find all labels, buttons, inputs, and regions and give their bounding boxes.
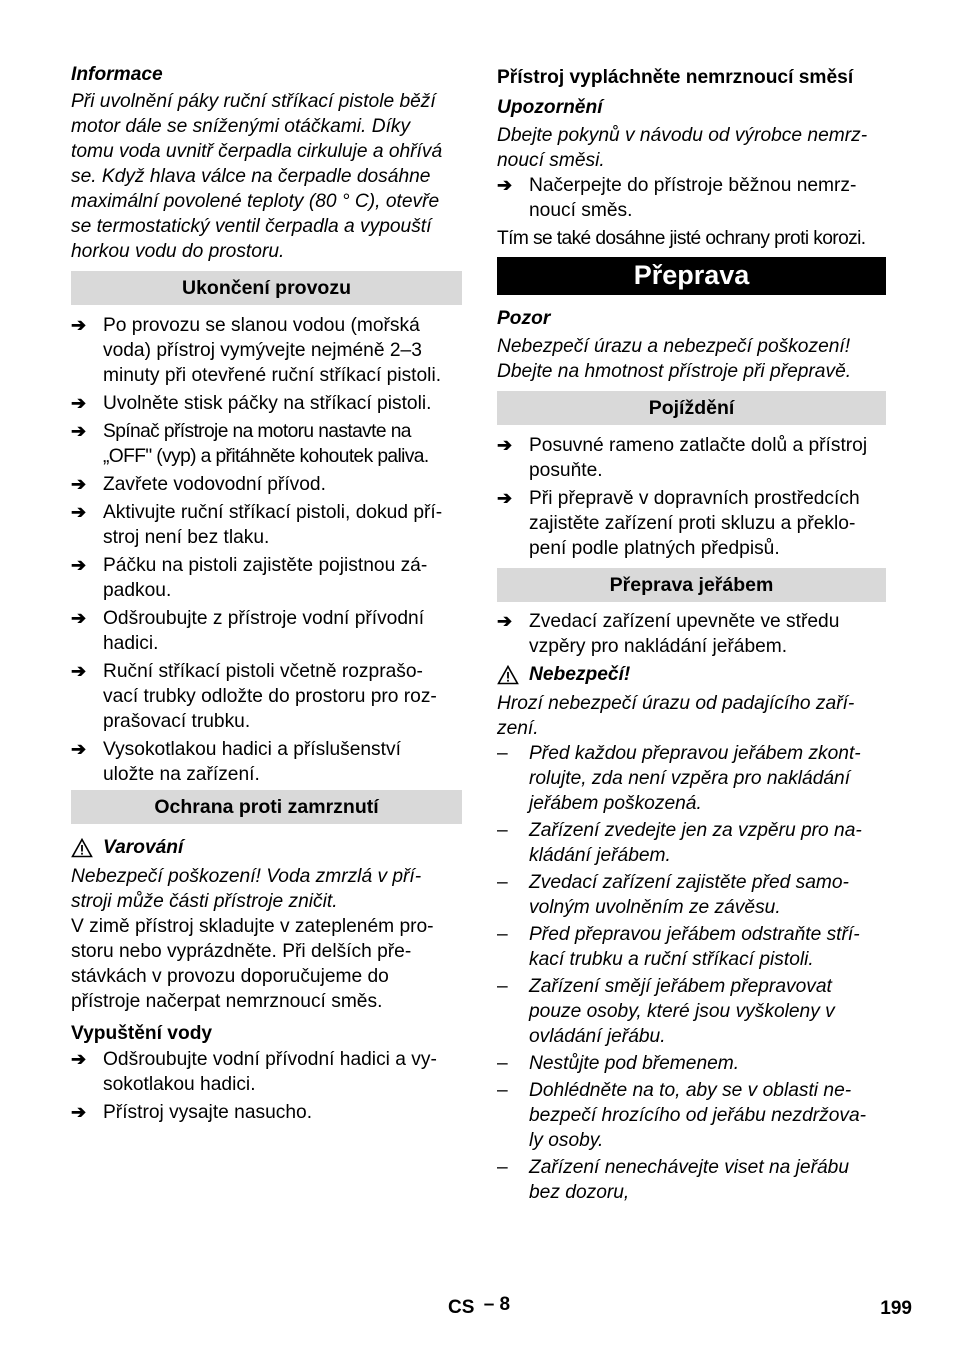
list-item-line: Aktivujte ruční stříkací pistoli, dokud pří- <box>103 502 443 523</box>
list-item-line: Zařízení smějí jeřábem přepravovat <box>529 976 832 997</box>
rolling-steps <box>497 433 886 561</box>
arrow-right-icon: ➔ <box>71 608 87 628</box>
text-line: se termostatický ventil čerpadla a vypouští <box>71 216 432 237</box>
list-item-line: zajistěte zařízení proti skluzu a překlo- <box>529 513 856 534</box>
list-item <box>71 472 462 497</box>
list-item <box>71 1100 462 1125</box>
flush-note: Tím se také dosáhne jisté ochrany proti korozi. <box>497 228 866 249</box>
list-item <box>497 974 886 1049</box>
text-line: noucí směsi. <box>497 150 605 171</box>
text-line: maximální povolené teploty (80 ° C), otevře <box>71 191 440 212</box>
dash-bullet-icon: – <box>497 743 508 764</box>
list-item-line: Odšroubujte z přístroje vodní přívodní <box>103 608 425 629</box>
list-item-line: Před každou přepravou jeřábem zkont- <box>529 743 861 764</box>
list-item-line: Uvolněte stisk páčky na stříkací pistoli. <box>103 393 432 414</box>
list-item-line: Dohlédněte na to, aby se v oblasti ne- <box>529 1080 852 1101</box>
list-item <box>497 1078 886 1153</box>
list-item-line: Vysokotlakou hadici a příslušenství <box>103 739 401 760</box>
list-item <box>497 870 886 920</box>
frost-warning-text: Varování <box>103 837 184 858</box>
flush-block <box>497 65 886 251</box>
list-item <box>71 1047 462 1097</box>
list-item <box>497 173 886 223</box>
flush-caution-lines <box>497 123 886 173</box>
list-item-line: Po provozu se slanou vodou (mořská <box>103 315 420 336</box>
list-item-line: Zvedací zařízení zajistěte před samo- <box>529 872 849 893</box>
list-item-line: posuňte. <box>529 460 603 481</box>
list-item-line: ovládání jeřábu. <box>529 1026 666 1047</box>
arrow-right-icon: ➔ <box>71 739 87 759</box>
arrow-right-icon: ➔ <box>71 474 87 494</box>
info-text <box>71 89 462 264</box>
list-item <box>71 659 462 734</box>
text-line: stroji může části přístroje zničit. <box>71 891 338 912</box>
text-line: horkou vodu do prostoru. <box>71 241 285 262</box>
drain-steps <box>71 1047 462 1125</box>
arrow-right-icon: ➔ <box>71 315 87 335</box>
list-item-line: uložte na zařízení. <box>103 764 260 785</box>
text-line: Dbejte pokynů v návodu od výrobce nemrz- <box>497 125 868 146</box>
text-line: storu nebo vyprázdněte. Při delších pře- <box>71 941 412 962</box>
crane-steps <box>497 609 886 659</box>
list-item-line: prašovací trubku. <box>103 711 251 732</box>
footer-language-section <box>448 1294 511 1319</box>
footer-section-page: – 8 <box>483 1294 511 1315</box>
arrow-right-icon: ➔ <box>497 488 513 508</box>
crane-danger-label <box>497 662 886 687</box>
list-item-line: Posuvné rameno zatlačte dolů a přístroj <box>529 435 868 456</box>
list-item <box>497 1155 886 1205</box>
transport-attention-label: Pozor <box>497 308 551 329</box>
list-item <box>71 419 462 469</box>
shutdown-steps <box>71 313 462 787</box>
arrow-right-icon: ➔ <box>71 555 87 575</box>
list-item <box>497 741 886 816</box>
list-item-line: jeřábem poškozená. <box>529 793 702 814</box>
section-heading-frost: Ochrana proti zamrznutí <box>71 790 462 824</box>
rolling-list-wrap <box>497 433 886 564</box>
text-line: se. Když hlava válce na čerpadle dosáhne <box>71 166 431 187</box>
dash-bullet-icon: – <box>497 976 508 997</box>
list-item-line: Načerpejte do přístroje běžnou nemrz- <box>529 175 857 196</box>
list-item-line: Přístroj vysajte nasucho. <box>103 1102 313 1123</box>
text-line: stávkách v provozu doporučujeme do <box>71 966 389 987</box>
arrow-right-icon: ➔ <box>497 611 513 631</box>
list-item-line: kládání jeřábem. <box>529 845 671 866</box>
list-item <box>71 500 462 550</box>
list-item-line: voda) přístroj vymývejte nejméně 2–3 <box>103 340 422 361</box>
transport-attention-block <box>497 306 886 384</box>
list-item-line: pení podle platných předpisů. <box>529 538 780 559</box>
list-item-line: Zařízení nenechávejte viset na jeřábu <box>529 1157 849 1178</box>
list-item <box>71 313 462 388</box>
list-item-line: bez dozoru, <box>529 1182 630 1203</box>
shutdown-list-wrap <box>71 313 462 790</box>
text-line: tomu voda uvnitř čerpadla cirkuluje a ohřívá <box>71 141 443 162</box>
text-line: Hrozí nebezpečí úrazu od padajícího zaří- <box>497 693 855 714</box>
drain-heading: Vypuštění vody <box>71 1023 213 1044</box>
transport-attention-lines <box>497 334 886 384</box>
warning-triangle-icon <box>497 665 519 685</box>
section-heading-shutdown: Ukončení provozu <box>71 271 462 305</box>
dash-bullet-icon: – <box>497 924 508 945</box>
crane-block <box>497 609 886 1207</box>
arrow-right-icon: ➔ <box>71 1102 87 1122</box>
list-item-line: stroj není bez tlaku. <box>103 527 270 548</box>
arrow-right-icon: ➔ <box>497 175 513 195</box>
list-item-line: pouze osoby, které jsou vyškoleny v <box>529 1001 835 1022</box>
footer-language-label: CS <box>448 1297 475 1318</box>
section-heading-rolling: Pojíždění <box>497 391 886 425</box>
text-line: Nebezpečí poškození! Voda zmrzlá v pří- <box>71 866 422 887</box>
list-item <box>71 553 462 603</box>
chapter-heading-transport: Přeprava <box>497 257 886 295</box>
list-item-line: rolujte, zda není vzpěra pro nakládání <box>529 768 851 789</box>
list-item-line: Odšroubujte vodní přívodní hadici a vy- <box>103 1049 437 1070</box>
list-item <box>497 818 886 868</box>
list-item <box>71 737 462 787</box>
crane-danger-lines <box>497 691 886 741</box>
arrow-right-icon: ➔ <box>497 435 513 455</box>
list-item <box>71 391 462 416</box>
arrow-right-icon: ➔ <box>71 393 87 413</box>
list-item <box>497 922 886 972</box>
text-line: zení. <box>497 718 539 739</box>
frost-warning-lines <box>71 864 462 914</box>
list-item-line: sokotlakou hadici. <box>103 1074 256 1095</box>
list-item-line: Před přepravou jeřábem odstraňte stří- <box>529 924 860 945</box>
crane-safety-rules <box>497 741 886 1205</box>
text-line: přístroje načerpat nemrznoucí směs. <box>71 991 383 1012</box>
info-block <box>71 62 462 264</box>
flush-caution-label: Upozornění <box>497 97 603 118</box>
arrow-right-icon: ➔ <box>71 421 86 441</box>
list-item-line: kací trubku a ruční stříkací pistoli. <box>529 949 814 970</box>
dash-bullet-icon: – <box>497 1157 508 1178</box>
list-item-line: minuty při otevřené ruční stříkací pistoli. <box>103 365 442 386</box>
text-line: Při uvolnění páky ruční stříkací pistole běží <box>71 91 436 112</box>
list-item-line: Zvedací zařízení upevněte ve středu <box>529 611 840 632</box>
dash-bullet-icon: – <box>497 820 508 841</box>
text-line: V zimě přístroj skladujte v zatepleném pro- <box>71 916 434 937</box>
list-item-line: volným uvolněním ze závěsu. <box>529 897 781 918</box>
text-line: Dbejte na hmotnost přístroje při přepravě. <box>497 361 852 382</box>
list-item-line: Nestůjte pod břemenem. <box>529 1053 740 1074</box>
flush-steps <box>497 173 886 223</box>
list-item-line: Ruční stříkací pistoli včetně rozprašo- <box>103 661 423 682</box>
dash-bullet-icon: – <box>497 1053 508 1074</box>
frost-warning-label <box>71 835 462 860</box>
list-item-line: „OFF" (vyp) a přitáhněte kohoutek paliva. <box>103 446 429 467</box>
warning-triangle-icon <box>71 838 93 858</box>
list-item-line: ly osoby. <box>529 1130 604 1151</box>
frost-block <box>71 835 462 1128</box>
page-number: 199 <box>880 1298 912 1319</box>
info-title: Informace <box>71 64 163 85</box>
list-item-line: Spínač přístroje na motoru nastavte na <box>103 421 411 442</box>
list-item-line: Páčku na pistoli zajistěte pojistnou zá- <box>103 555 428 576</box>
list-item <box>497 1051 886 1076</box>
dash-bullet-icon: – <box>497 872 508 893</box>
list-item-line: noucí směs. <box>529 200 633 221</box>
list-item <box>497 609 886 659</box>
list-item-line: Zavřete vodovodní přívod. <box>103 474 326 495</box>
list-item-line: bezpečí hrozícího od jeřábu nezdržova- <box>529 1105 867 1126</box>
flush-heading: Přístroj vypláchněte nemrznoucí směsí <box>497 67 854 88</box>
section-heading-crane: Přeprava jeřábem <box>497 568 886 602</box>
list-item <box>497 486 886 561</box>
text-line: motor dále se sníženými otáčkami. Díky <box>71 116 411 137</box>
list-item-line: vací trubky odložte do prostoru pro roz- <box>103 686 437 707</box>
list-item-line: hadici. <box>103 633 159 654</box>
list-item-line: padkou. <box>103 580 172 601</box>
text-line: Nebezpečí úrazu a nebezpečí poškození! <box>497 336 851 357</box>
arrow-right-icon: ➔ <box>71 1049 87 1069</box>
list-item-line: vzpěry pro nakládání jeřábem. <box>529 636 788 657</box>
frost-body <box>71 914 462 1014</box>
list-item <box>71 606 462 656</box>
list-item <box>497 433 886 483</box>
list-item-line: Zařízení zvedejte jen za vzpěru pro na- <box>529 820 862 841</box>
arrow-right-icon: ➔ <box>71 502 87 522</box>
crane-danger-text: Nebezpečí! <box>529 664 631 685</box>
list-item-line: Při přepravě v dopravních prostředcích <box>529 488 860 509</box>
arrow-right-icon: ➔ <box>71 661 87 681</box>
dash-bullet-icon: – <box>497 1080 508 1101</box>
